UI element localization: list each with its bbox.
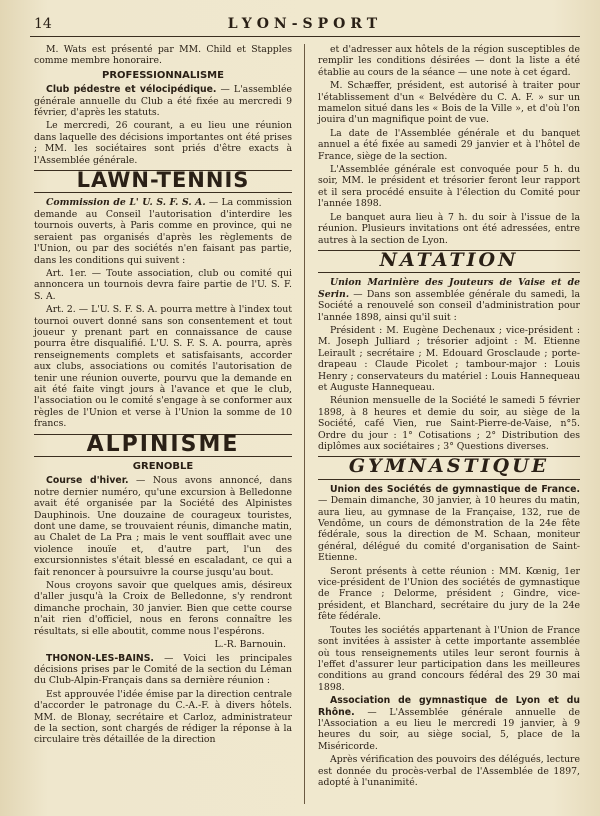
course-runin: Course d'hiver. <box>46 475 129 487</box>
union-text: — Dans son assemblée générale du samedi, la Société a renouvelé son conseil d'administration pour l'année 1898, ainsi qu'il suit : <box>318 288 580 323</box>
paragraph-apres: Après vérification des pouvoirs des délégués, lecture est donnée du procès-verbal de l'Assemblée de 1897, adopté à l'unanimité. <box>318 754 580 788</box>
banner-alpinisme: ALPINISME <box>86 431 240 457</box>
paragraph-course-2: Nous croyons savoir que quelques amis, désireux d'aller jusqu'à la Croix de Belledonne, s'y rendront dimanche prochain, 30 janvier. Bien que cette course n'ait rien d'officiel, nous en ferons connaître les résultats, si elle aboutit, comme nous l'espérons. <box>34 580 292 637</box>
paragraph-continuation: et d'adresser aux hôtels de la région susceptibles de remplir les conditions désirées — dont la liste a été établie au cours de la séance — une note à cet égard. <box>318 44 580 78</box>
paragraph-union-gym <box>318 484 580 564</box>
paragraph-banquet: Le banquet aura lieu à 7 h. du soir à l'issue de la réunion. Plusieurs invitations ont été adressées, entre autres à la section de Lyon. <box>318 211 580 246</box>
paragraph-art2: Art. 2. — L'U. S. F. S. A. pourra mettre à l'index tout tournoi ouvert donné sans son consentement et tout joueur y prenant part en connaissance de cause pourra être disqualifié. L'U. S. F. S. A. pourra, après renseignements complets et satisfaisants, accorder aux clubs, associations ou comités l'autorisation de tenir une réunion ouverte, pourvu que la demande en ait été faite vingt jours à l'avance et que le club, l'association ou le comité s'engage à se conformer aux règles de l'Union et verse à l'Union la somme de 10 francs. <box>34 304 292 430</box>
signature: L.-R. Barnouin. <box>214 639 286 651</box>
paragraph-club <box>34 84 292 118</box>
banner-gymnastique: GYMNASTIQUE <box>348 455 550 478</box>
paragraph-reunion: Réunion mensuelle de la Société le samedi 5 février 1898, à 8 heures et demie du soir, au siège de la Société, café Vien, rue Saint-Pierre-de-Vaise, n°5. Ordre du jour : 1° Cotisations ; 2° Distribution des diplômes aux sociétaires ; 3° Questions diverses. <box>318 395 580 452</box>
commission-runin: Commission de L' U. S. F. S. A. <box>46 197 206 209</box>
thonon-text: — Voici les principales décisions prises par le Comité de la section du Léman du Club-Alpin-Français dans sa dernière réunion : <box>34 652 292 687</box>
section-heading-professionnalisme: PROFESSIONNALISME <box>102 69 224 81</box>
paragraph-assemblee: L'Assemblée générale est convoquée pour 5 h. du soir, MM. le président et trésorier feront leur rapport et il sera procédé ensuite à l'élection du Comité pour l'année 1898. <box>318 164 580 210</box>
paragraph-union-mariniere <box>318 277 580 323</box>
banner-lawn-tennis: LAWN-TENNIS <box>76 168 250 193</box>
paragraph-course <box>34 475 292 578</box>
column-divider <box>304 44 305 804</box>
paragraph-art1: Art. 1er. — Toute association, club ou comité qui annoncera un tournois devra faire partie de l'U. S. F. S. A. <box>34 267 292 302</box>
paragraph-wats: M. Wats est présenté par MM. Child et Stapples comme membre honoraire. <box>34 44 292 67</box>
assoc-runin: Association de gymnastique de Lyon et du Rhône. <box>318 695 580 718</box>
paragraph-seront: Seront présents à cette réunion : MM. Kœnig, 1er vice-président de l'Union des sociétés de gymnastique de France ; Delorme, président ; Gindre, vice-président, et Blanchard, secrétaire du jury de la 24e fête fédérale. <box>318 565 580 623</box>
rule-bottom-natation <box>318 272 580 273</box>
gym-union-text: — Demain dimanche, 30 janvier, à 10 heures du matin, aura lieu, au gymnase de la Française, 132, rue de Vendôme, un cours de démonstration de la 24e fête fédérale, sous la direction de M. Schaan, moniteur général, délégué du comité d'organisation de Saint-Etienne. <box>318 495 580 564</box>
rule-bottom-gymnastique <box>318 479 580 480</box>
paragraph-date: La date de l'Assemblée générale et du banquet annuel a été fixée au samedi 29 janvier et à l'hôtel de France, siège de la section. <box>318 127 580 162</box>
paragraph-toutes: Toutes les sociétés appartenant à l'Union de France sont invitées à assister à cette importante assemblée où tous renseignements utiles leur seront fournis à l'effet d'assurer leur participation dans les meilleures conditions au grand concours fédéral des 29 30 mai 1898. <box>318 624 580 693</box>
page-number: 14 <box>34 16 52 32</box>
club-text: — L'assemblée générale annuelle du Club a été fixée au mercredi 9 février, d'après les statuts. <box>34 84 292 119</box>
journal-title: LYON-SPORT <box>227 16 383 32</box>
left-column <box>34 44 292 748</box>
gym-union-runin: Union des Sociétés de gymnastique de France. <box>330 483 580 495</box>
club-runin: Club pédestre et vélocipédique. <box>46 84 217 96</box>
course-text: — Nous avons annoncé, dans notre dernier numéro, qu'une excursion à Belledonne avait été organisée par la Société des Alpinistes Dauphinois. Une douzaine de courageux touristes, dont une dame, se trouvaient réunis, dimanche matin, au Chalet de La Pra ; mais le vent soufflait avec une violence inouïe et, d'autre part, l'un des excursionnistes s'était blessé en escaladant, ce qui a fait renoncer à poursuivre la course jusqu'au bout. <box>34 475 293 578</box>
paragraph-association <box>318 695 580 752</box>
union-runin: Union Marinière des Jouteurs de Vaise et de Serin. <box>318 277 580 300</box>
right-column <box>318 44 580 790</box>
paragraph-thonon-2: Est approuvée l'idée émise par la direction centrale d'accorder le patronage du C.-A.-F. à divers hôtels. MM. de Blonay, secrétaire et Carloz, administrateur de la section, sont chargés de rédiger la réponse à la circulaire très détaillée de la direction <box>34 688 292 746</box>
page-header <box>30 14 580 37</box>
banner-natation: NATATION <box>379 248 519 271</box>
paragraph-schaeffer: M. Schæffer, président, est autorisé à traiter pour l'établissement d'un « Belvédère du C. A. F. » sur un mamelon situé dans les « Bois de la Ville », et d'où l'on jouira d'un magnifique point de vue. <box>318 80 580 126</box>
rule-bottom-lawn <box>34 192 292 193</box>
subheading-grenoble: GRENOBLE <box>132 461 194 472</box>
assoc-text: — L'Assemblée générale annuelle de l'Association a eu lieu le mercredi 19 janvier, à 9 heures du soir, au siège social, 5, place de la Miséricorde. <box>318 706 580 752</box>
paragraph-president: Président : M. Eugène Dechenaux ; vice-président : M. Joseph Julliard ; trésorier adjoint : M. Etienne Leirault ; secrétaire ; M. Edouard Grosclaude ; porte-drapeau : Claude Picolet ; tambour-major : Louis Henry ; conservateurs du matériel : Louis Hannequeau et Auguste Hannequeau. <box>318 324 580 393</box>
paragraph-club-2: Le mercredi, 26 courant, a eu lieu une réunion dans laquelle des décisions importantes ont été prises ; MM. les sociétaires sont priés d'être exacts à l'Assemblée générale. <box>34 120 292 166</box>
thonon-runin: THONON-LES-BAINS. <box>46 652 154 664</box>
paragraph-thonon <box>34 653 292 687</box>
commission-text: — La commission demande au Conseil l'autorisation d'interdire les tournois ouverts, à Paris comme en province, qui ne seraient pas organisés d'après les règlements de l'Union, ou par des sociétés n'en faisant pas partie, dans les conditions qui suivent : <box>34 197 293 266</box>
paragraph-commission <box>34 197 292 265</box>
